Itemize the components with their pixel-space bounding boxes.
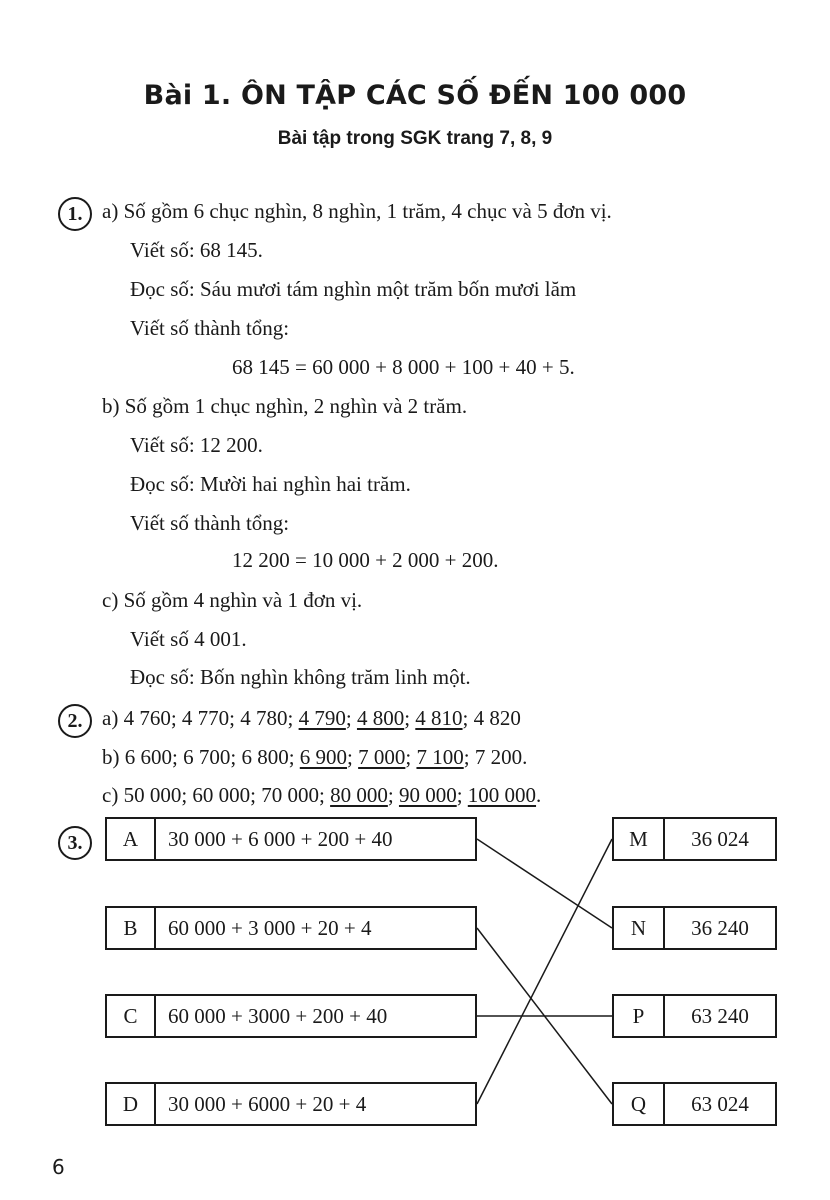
ex2-separator: ; <box>170 706 182 730</box>
ex2-separator: . <box>536 783 542 807</box>
match-line-b-q <box>477 928 612 1104</box>
right-box-key: Q <box>614 1084 665 1124</box>
ex2-answer: 80 000 <box>330 783 388 807</box>
ex2-given: 50 000 <box>123 783 182 807</box>
left-box-b <box>105 906 477 950</box>
page-subtitle: Bài tập trong SGK trang 7, 8, 9 <box>277 128 553 149</box>
left-box-key: A <box>107 819 156 859</box>
ex2-separator: ; <box>345 706 357 730</box>
ex2-answer: 4 800 <box>356 706 405 730</box>
ex2-separator: ; <box>288 745 300 769</box>
left-box-a <box>105 817 477 861</box>
right-box-p <box>612 994 777 1038</box>
exercise-3-number: 3. <box>58 826 92 860</box>
ex2-answer: 4 790 <box>298 706 346 730</box>
right-box-value: 63 024 <box>691 1091 749 1116</box>
left-box-value: 60 000 + 3 000 + 20 + 4 <box>168 915 372 940</box>
ex2-separator: ; <box>405 745 417 769</box>
page-title: Bài 1. ÔN TẬP CÁC SỐ ĐẾN 100 000 <box>143 80 687 111</box>
left-box-value: 60 000 + 3000 + 200 + 40 <box>168 1003 388 1028</box>
ex1-a-read: Đọc số: Sáu mươi tám nghìn một trăm bốn mươi lăm <box>130 277 577 301</box>
ex1-a-prompt: a) Số gồm 6 chục nghìn, 8 nghìn, 1 trăm, 4 chục và 5 đơn vị. <box>102 199 612 223</box>
ex1-c-write: Viết số 4 001. <box>130 627 247 651</box>
match-line-a-n <box>477 839 612 928</box>
ex2-separator: ; <box>404 706 416 730</box>
ex1-b-write: Viết số: 12 200. <box>130 433 263 457</box>
ex1-a-sum: 68 145 = 60 000 + 8 000 + 100 + 40 + 5. <box>232 355 575 379</box>
ex2-separator: ; <box>462 706 474 730</box>
left-box-value: 30 000 + 6000 + 20 + 4 <box>168 1091 367 1116</box>
ex2-row-b <box>102 745 527 770</box>
ex2-separator: ; <box>172 745 184 769</box>
left-box-key: C <box>107 996 156 1036</box>
ex2-separator: ; <box>229 706 241 730</box>
ex2-answer: 6 900 <box>299 745 348 769</box>
ex2-separator: ; <box>181 783 193 807</box>
ex2-row-label: a) <box>102 706 124 730</box>
right-box-key: P <box>614 996 665 1036</box>
right-box-value: 63 240 <box>691 1003 749 1028</box>
ex2-separator: ; <box>319 783 331 807</box>
ex2-separator: ; <box>463 745 475 769</box>
ex1-c-read: Đọc số: Bốn nghìn không trăm linh một. <box>130 665 471 689</box>
page-number: 6 <box>52 1155 65 1179</box>
match-line-d-m <box>477 839 612 1104</box>
exercise-2-number: 2. <box>58 704 92 738</box>
ex2-answer: 7 100 <box>416 745 464 769</box>
left-box-value: 30 000 + 6 000 + 200 + 40 <box>168 826 393 851</box>
right-box-n <box>612 906 777 950</box>
ex2-separator: ; <box>456 783 468 807</box>
ex2-given: 6 600 <box>124 745 172 769</box>
ex2-given: 4 770 <box>181 706 230 730</box>
ex2-given: 4 780 <box>240 706 288 730</box>
ex1-b-sum: 12 200 = 10 000 + 2 000 + 200. <box>232 548 499 572</box>
ex2-separator: ; <box>287 706 299 730</box>
ex2-separator: . <box>522 745 528 769</box>
ex2-given: 60 000 <box>192 783 251 807</box>
ex2-separator: ; <box>387 783 399 807</box>
left-box-key: D <box>107 1084 156 1124</box>
right-box-value: 36 024 <box>691 826 749 851</box>
ex2-separator: ; <box>230 745 242 769</box>
ex2-separator: ; <box>347 745 359 769</box>
right-box-m <box>612 817 777 861</box>
ex1-b-sum-label: Viết số thành tổng: <box>130 511 290 535</box>
ex1-a-sum-label: Viết số thành tổng: <box>130 316 290 340</box>
ex2-row-c <box>102 783 541 808</box>
left-box-d <box>105 1082 477 1126</box>
exercise-1-number: 1. <box>58 197 92 231</box>
ex1-b-prompt: b) Số gồm 1 chục nghìn, 2 nghìn và 2 trăm. <box>102 394 468 418</box>
ex2-separator: ; <box>250 783 262 807</box>
ex2-answer: 100 000 <box>467 783 537 807</box>
ex2-given: 70 000 <box>261 783 320 807</box>
ex1-c-prompt: c) Số gồm 4 nghìn và 1 đơn vị. <box>102 588 363 612</box>
ex2-answer: 7 000 <box>358 745 406 769</box>
ex2-answer: 4 810 <box>415 706 463 730</box>
ex1-b-read: Đọc số: Mười hai nghìn hai trăm. <box>130 472 411 496</box>
left-box-key: B <box>107 908 156 948</box>
right-box-key: N <box>614 908 665 948</box>
ex2-given: 4 760 <box>123 706 171 730</box>
ex2-row-a <box>102 706 521 731</box>
ex2-given: 4 820 <box>473 706 521 730</box>
right-box-value: 36 240 <box>691 915 749 940</box>
ex2-given: 7 200 <box>474 745 523 769</box>
ex2-given: 6 800 <box>241 745 289 769</box>
ex1-a-write: Viết số: 68 145. <box>130 238 263 262</box>
ex2-row-label: b) <box>102 745 125 769</box>
right-box-q <box>612 1082 777 1126</box>
ex2-answer: 90 000 <box>398 783 457 807</box>
left-box-c <box>105 994 477 1038</box>
right-box-key: M <box>614 819 665 859</box>
ex2-given: 6 700 <box>183 745 231 769</box>
ex2-row-label: c) <box>102 783 124 807</box>
